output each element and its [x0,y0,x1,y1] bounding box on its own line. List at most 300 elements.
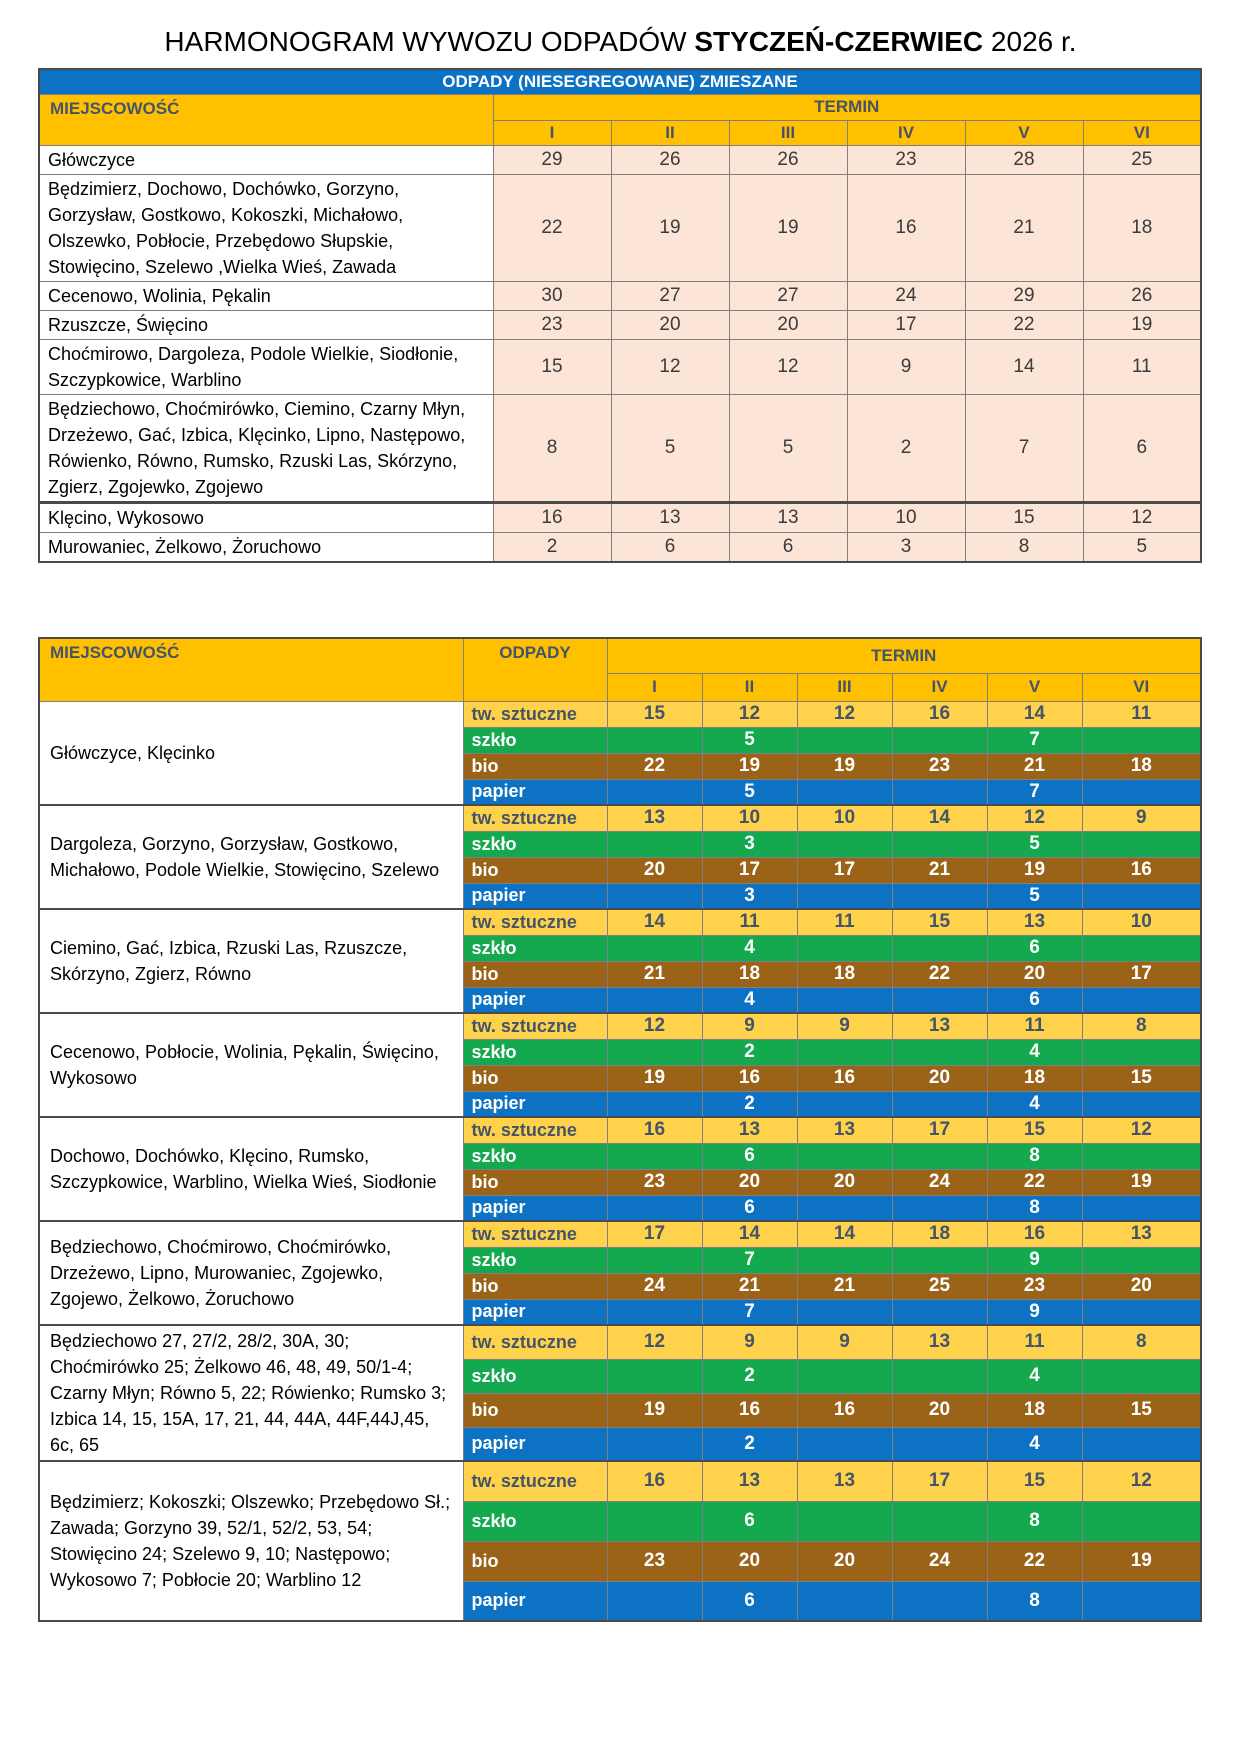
month-header: I [493,120,611,145]
date-cell: 23 [847,145,965,174]
date-cell: 20 [797,1541,892,1581]
date-cell: 15 [607,701,702,727]
date-cell: 15 [1082,1393,1201,1427]
table2-termin-header: TERMIN [607,638,1201,673]
date-cell: 29 [965,281,1083,310]
date-cell: 12 [1082,1117,1201,1143]
waste-type-cell: szkło [463,1143,607,1169]
date-cell: 15 [493,339,611,394]
waste-type-cell: bio [463,1393,607,1427]
date-cell [797,1299,892,1325]
month-header: III [797,673,892,701]
date-cell [797,883,892,909]
date-cell: 13 [702,1461,797,1501]
date-cell: 10 [702,805,797,831]
date-cell [607,727,702,753]
waste-type-cell: tw. sztuczne [463,701,607,727]
date-cell: 18 [987,1065,1082,1091]
date-cell: 14 [987,701,1082,727]
date-cell [607,987,702,1013]
date-cell [1082,1427,1201,1461]
date-cell: 10 [797,805,892,831]
date-cell [797,1581,892,1621]
date-cell: 6 [702,1143,797,1169]
date-cell: 11 [1083,339,1201,394]
date-cell [1082,779,1201,805]
date-cell [1082,727,1201,753]
date-cell [1082,1247,1201,1273]
waste-type-cell: bio [463,1541,607,1581]
date-cell: 12 [607,1325,702,1359]
date-cell: 14 [607,909,702,935]
waste-type-cell: papier [463,1195,607,1221]
date-cell: 29 [493,145,611,174]
locality-cell: Będziechowo, Choćmirowo, Choćmirówko, Drzeżewo, Lipno, Murowaniec, Zgojewko, Zgojewo, Żelkowo, Żoruchowo [39,1221,463,1325]
date-cell [1082,1039,1201,1065]
date-cell [1082,1581,1201,1621]
date-cell: 7 [702,1247,797,1273]
date-cell: 18 [1083,174,1201,281]
waste-type-cell: tw. sztuczne [463,1325,607,1359]
date-cell [797,1091,892,1117]
table1-row [39,281,1201,310]
date-cell: 19 [1082,1169,1201,1195]
date-cell: 18 [797,961,892,987]
date-cell [797,1501,892,1541]
date-cell: 23 [493,310,611,339]
page-title [0,26,1241,58]
date-cell [797,1195,892,1221]
date-cell: 16 [702,1065,797,1091]
date-cell: 16 [702,1393,797,1427]
date-cell: 19 [607,1393,702,1427]
mixed-waste-table [38,68,1202,563]
table1-row [39,339,1201,394]
date-cell: 12 [797,701,892,727]
locality-cell: Będziechowo 27, 27/2, 28/2, 30A, 30; Choćmirówko 25; Żelkowo 46, 48, 49, 50/1-4; Czarny Młyn; Równo 5, 22; Rówienko; Rumsko 3; Izbica 14, 15, 15A, 17, 21, 44, 44A, 44F,44J,45, 6c, 65 [39,1325,463,1461]
date-cell [892,1501,987,1541]
date-cell: 5 [702,727,797,753]
date-cell [892,1091,987,1117]
date-cell: 2 [702,1091,797,1117]
date-cell: 21 [607,961,702,987]
date-cell: 22 [987,1169,1082,1195]
table1-row [39,502,1201,532]
date-cell: 14 [797,1221,892,1247]
date-cell: 8 [987,1501,1082,1541]
title-suffix: 2026 r. [983,26,1077,57]
date-cell [607,1091,702,1117]
date-cell: 6 [702,1581,797,1621]
date-cell: 19 [702,753,797,779]
date-cell: 24 [847,281,965,310]
table1-termin-header: TERMIN [493,94,1201,120]
date-cell: 17 [847,310,965,339]
date-cell [892,1039,987,1065]
date-cell: 7 [702,1299,797,1325]
date-cell [1082,1501,1201,1541]
waste-type-cell: papier [463,883,607,909]
date-cell: 8 [493,394,611,502]
date-cell: 2 [702,1359,797,1393]
locality-cell: Cecenowo, Wolinia, Pękalin [39,281,493,310]
date-cell: 16 [607,1461,702,1501]
date-cell: 20 [892,1393,987,1427]
date-cell: 13 [797,1461,892,1501]
date-cell [797,779,892,805]
date-cell: 19 [729,174,847,281]
title-prefix: HARMONOGRAM WYWOZU ODPADÓW [164,26,695,57]
table1-row [39,174,1201,281]
date-cell: 21 [987,753,1082,779]
table2-row [39,1221,1201,1247]
table2-waste-header: ODPADY [463,638,607,701]
date-cell: 12 [987,805,1082,831]
date-cell: 6 [729,532,847,562]
date-cell: 11 [797,909,892,935]
date-cell: 8 [1082,1325,1201,1359]
date-cell: 5 [987,883,1082,909]
date-cell: 10 [1082,909,1201,935]
date-cell: 11 [702,909,797,935]
date-cell: 7 [987,727,1082,753]
date-cell: 21 [965,174,1083,281]
date-cell: 24 [892,1169,987,1195]
table1-header-row [39,94,1201,120]
date-cell: 13 [892,1013,987,1039]
waste-type-cell: szkło [463,1039,607,1065]
date-cell: 13 [797,1117,892,1143]
date-cell: 14 [965,339,1083,394]
date-cell [892,935,987,961]
waste-type-cell: papier [463,1299,607,1325]
date-cell [892,1247,987,1273]
date-cell: 6 [1083,394,1201,502]
table1-title: ODPADY (NIESEGREGOWANE) ZMIESZANE [39,69,1201,94]
month-header: VI [1083,120,1201,145]
date-cell: 26 [729,145,847,174]
date-cell: 6 [611,532,729,562]
date-cell [1082,1299,1201,1325]
date-cell: 14 [702,1221,797,1247]
waste-type-cell: papier [463,1427,607,1461]
date-cell: 25 [1083,145,1201,174]
date-cell [607,1143,702,1169]
date-cell: 5 [611,394,729,502]
waste-type-cell: bio [463,1065,607,1091]
table2-row [39,805,1201,831]
date-cell: 16 [607,1117,702,1143]
waste-type-cell: papier [463,1091,607,1117]
waste-type-cell: tw. sztuczne [463,909,607,935]
locality-cell: Główczyce, Klęcinko [39,701,463,805]
date-cell: 9 [797,1013,892,1039]
date-cell [1082,935,1201,961]
date-cell [1082,1091,1201,1117]
waste-type-cell: szkło [463,1359,607,1393]
date-cell [892,1581,987,1621]
waste-type-cell: bio [463,753,607,779]
date-cell: 3 [847,532,965,562]
date-cell: 11 [1082,701,1201,727]
date-cell: 4 [987,1427,1082,1461]
table2-row [39,1013,1201,1039]
date-cell: 13 [607,805,702,831]
date-cell [892,1195,987,1221]
waste-type-cell: szkło [463,727,607,753]
date-cell: 15 [987,1117,1082,1143]
date-cell [797,1143,892,1169]
locality-cell: Murowaniec, Żelkowo, Żoruchowo [39,532,493,562]
date-cell: 19 [797,753,892,779]
date-cell: 20 [987,961,1082,987]
date-cell: 9 [702,1325,797,1359]
date-cell: 19 [1083,310,1201,339]
date-cell: 20 [702,1169,797,1195]
date-cell: 27 [729,281,847,310]
date-cell: 20 [1082,1273,1201,1299]
date-cell: 2 [493,532,611,562]
date-cell: 9 [987,1299,1082,1325]
date-cell: 24 [892,1541,987,1581]
date-cell: 15 [1082,1065,1201,1091]
date-cell: 21 [797,1273,892,1299]
date-cell: 23 [607,1169,702,1195]
waste-type-cell: szkło [463,1501,607,1541]
date-cell: 26 [611,145,729,174]
segregated-waste-table [38,637,1202,1622]
date-cell: 4 [987,1039,1082,1065]
date-cell: 16 [1082,857,1201,883]
date-cell: 12 [1083,502,1201,532]
date-cell: 6 [987,987,1082,1013]
date-cell [607,1247,702,1273]
date-cell: 23 [607,1541,702,1581]
date-cell: 21 [702,1273,797,1299]
waste-type-cell: tw. sztuczne [463,1221,607,1247]
date-cell [892,831,987,857]
date-cell: 26 [1083,281,1201,310]
table2-row [39,1325,1201,1359]
date-cell: 16 [797,1065,892,1091]
date-cell: 12 [729,339,847,394]
date-cell: 15 [987,1461,1082,1501]
date-cell: 2 [702,1039,797,1065]
date-cell [607,935,702,961]
date-cell: 16 [987,1221,1082,1247]
date-cell: 19 [611,174,729,281]
date-cell: 8 [987,1143,1082,1169]
date-cell [797,987,892,1013]
date-cell: 13 [611,502,729,532]
date-cell: 17 [607,1221,702,1247]
locality-cell: Będzimierz, Dochowo, Dochówko, Gorzyno, Gorzysław, Gostkowo, Kokoszki, Michałowo, Olszewko, Pobłocie, Przebędowo Słupskie, Stowięcino, Szelewo ,Wielka Wieś, Zawada [39,174,493,281]
date-cell: 16 [493,502,611,532]
date-cell [797,831,892,857]
date-cell: 20 [702,1541,797,1581]
date-cell [797,1039,892,1065]
date-cell: 11 [987,1013,1082,1039]
table2-row [39,1117,1201,1143]
locality-cell: Rzuszcze, Święcino [39,310,493,339]
date-cell: 13 [987,909,1082,935]
date-cell [607,883,702,909]
date-cell: 5 [729,394,847,502]
date-cell [607,1501,702,1541]
month-header: II [611,120,729,145]
date-cell: 3 [702,831,797,857]
date-cell: 19 [607,1065,702,1091]
date-cell: 16 [797,1393,892,1427]
date-cell: 12 [702,701,797,727]
date-cell [892,727,987,753]
date-cell: 14 [892,805,987,831]
date-cell: 2 [702,1427,797,1461]
waste-type-cell: papier [463,779,607,805]
date-cell: 17 [892,1461,987,1501]
date-cell: 2 [847,394,965,502]
date-cell: 4 [702,987,797,1013]
date-cell: 22 [493,174,611,281]
month-header: IV [847,120,965,145]
date-cell: 22 [987,1541,1082,1581]
date-cell: 12 [1082,1461,1201,1501]
date-cell [892,883,987,909]
locality-cell: Będzimierz; Kokoszki; Olszewko; Przebędowo Sł.; Zawada; Gorzyno 39, 52/1, 52/2, 53, 54; Stowięcino 24; Szelewo 9, 10; Następowo; Wykosowo 7; Pobłocie 20; Warblino 12 [39,1461,463,1621]
date-cell [797,935,892,961]
date-cell [1082,1359,1201,1393]
date-cell: 12 [611,339,729,394]
date-cell [892,1143,987,1169]
date-cell [1082,831,1201,857]
date-cell [607,1299,702,1325]
waste-type-cell: papier [463,1581,607,1621]
date-cell: 18 [1082,753,1201,779]
date-cell: 15 [892,909,987,935]
date-cell: 6 [702,1195,797,1221]
table2-row [39,701,1201,727]
date-cell [1082,883,1201,909]
date-cell [607,1195,702,1221]
date-cell: 7 [965,394,1083,502]
waste-type-cell: papier [463,987,607,1013]
waste-type-cell: bio [463,1273,607,1299]
date-cell: 22 [892,961,987,987]
date-cell: 11 [987,1325,1082,1359]
date-cell [797,727,892,753]
month-header: IV [892,673,987,701]
table2-row [39,909,1201,935]
waste-type-cell: szkło [463,831,607,857]
date-cell: 4 [987,1359,1082,1393]
month-header: I [607,673,702,701]
date-cell: 20 [797,1169,892,1195]
date-cell: 9 [847,339,965,394]
waste-type-cell: bio [463,857,607,883]
date-cell: 13 [1082,1221,1201,1247]
date-cell: 23 [892,753,987,779]
date-cell [797,1427,892,1461]
date-cell: 18 [702,961,797,987]
date-cell [607,1427,702,1461]
date-cell: 6 [702,1501,797,1541]
date-cell [892,1359,987,1393]
locality-cell: Będziechowo, Choćmirówko, Ciemino, Czarny Młyn, Drzeżewo, Gać, Izbica, Klęcinko, Lipno, Następowo, Rówienko, Równo, Rumsko, Rzuski Las, Skórzyno, Zgierz, Zgojewko, Zgojewo [39,394,493,502]
locality-cell: Główczyce [39,145,493,174]
waste-type-cell: szkło [463,1247,607,1273]
table1-row [39,532,1201,562]
date-cell: 7 [987,779,1082,805]
date-cell: 9 [702,1013,797,1039]
waste-type-cell: tw. sztuczne [463,1461,607,1501]
date-cell: 18 [987,1393,1082,1427]
date-cell [797,1359,892,1393]
waste-type-cell: szkło [463,935,607,961]
table1-row [39,394,1201,502]
date-cell: 22 [607,753,702,779]
date-cell [892,987,987,1013]
date-cell [1082,987,1201,1013]
table1-locality-header: MIEJSCOWOŚĆ [39,94,493,145]
table1-row [39,145,1201,174]
title-period: STYCZEŃ-CZERWIEC [694,26,984,57]
date-cell [892,1299,987,1325]
date-cell [1082,1143,1201,1169]
date-cell: 25 [892,1273,987,1299]
locality-cell: Cecenowo, Pobłocie, Wolinia, Pękalin, Święcino, Wykosowo [39,1013,463,1117]
date-cell: 4 [702,935,797,961]
date-cell: 4 [987,1091,1082,1117]
waste-type-cell: tw. sztuczne [463,805,607,831]
date-cell: 13 [702,1117,797,1143]
date-cell: 18 [892,1221,987,1247]
table2-locality-header: MIEJSCOWOŚĆ [39,638,463,701]
date-cell: 9 [1082,805,1201,831]
date-cell: 10 [847,502,965,532]
date-cell: 20 [611,310,729,339]
date-cell [607,1581,702,1621]
month-header: V [965,120,1083,145]
date-cell: 12 [607,1013,702,1039]
date-cell: 13 [729,502,847,532]
month-header: III [729,120,847,145]
locality-cell: Klęcino, Wykosowo [39,502,493,532]
date-cell: 5 [987,831,1082,857]
month-header: VI [1082,673,1201,701]
date-cell [797,1247,892,1273]
month-header: V [987,673,1082,701]
date-cell [892,779,987,805]
waste-type-cell: bio [463,961,607,987]
date-cell: 17 [702,857,797,883]
locality-cell: Dochowo, Dochówko, Klęcino, Rumsko, Szczypkowice, Warblino, Wielka Wieś, Siodłonie [39,1117,463,1221]
waste-type-cell: tw. sztuczne [463,1117,607,1143]
date-cell: 27 [611,281,729,310]
date-cell: 20 [729,310,847,339]
date-cell: 8 [987,1195,1082,1221]
date-cell: 6 [987,935,1082,961]
date-cell [607,831,702,857]
date-cell: 19 [1082,1541,1201,1581]
date-cell [892,1427,987,1461]
date-cell: 21 [892,857,987,883]
date-cell: 16 [847,174,965,281]
date-cell: 15 [965,502,1083,532]
table1-row [39,310,1201,339]
month-header: II [702,673,797,701]
date-cell: 17 [892,1117,987,1143]
date-cell: 19 [987,857,1082,883]
